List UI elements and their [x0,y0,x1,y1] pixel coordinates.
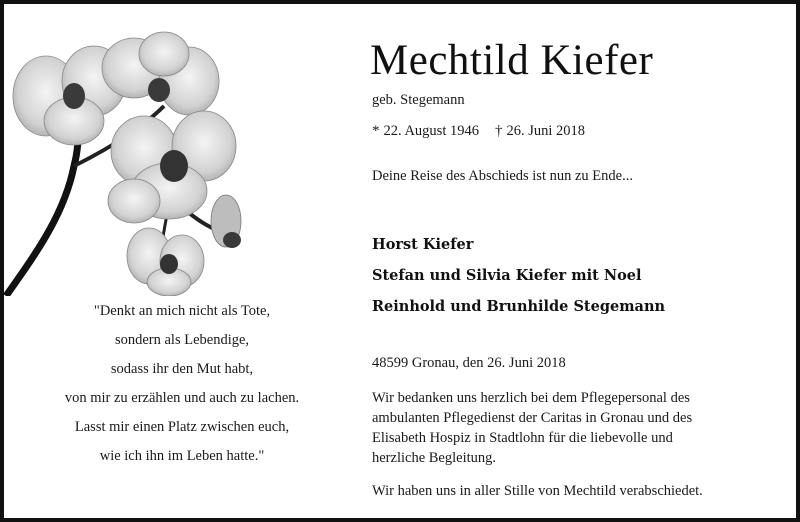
birth-name: geb. Stegemann [372,92,465,108]
life-dates [372,123,585,140]
thanks-line: ambulanten Pflegedienst der Caritas in Gronau und des [372,410,693,426]
death-cross-icon: † [494,123,503,139]
closing-text: Wir haben uns in aller Stille von Mechtild verabschiedet. [372,483,703,499]
quote-line: sodass ihr den Mut habt, [110,361,254,377]
mourner-name: Horst Kiefer [372,236,474,253]
thanks-line: Wir bedanken uns herzlich bei dem Pflegepersonal des [372,390,690,406]
thanks-line: herzliche Begleitung. [372,450,497,466]
quote-line: "Denkt an mich nicht als Tote, [93,303,271,319]
quote-line: Lasst mir einen Platz zwischen euch, [74,419,290,435]
quote-line: wie ich ihn im Leben hatte." [99,448,265,464]
mourner-name: Reinhold und Brunhilde Stegemann [372,298,666,315]
place-date: 48599 Gronau, den 26. Juni 2018 [372,355,566,371]
quote-line: sondern als Lebendige, [114,332,250,348]
death-date: 26. Juni 2018 [506,123,586,139]
memorial-quote [22,297,342,471]
birth-symbol: * [372,123,380,139]
mourners-list [372,229,665,322]
thanks-line: Elisabeth Hospiz in Stadtlohn für die liebevolle und [372,430,673,446]
deceased-name: Mechtild Kiefer [370,37,654,84]
quote-line: von mir zu erzählen und auch zu lachen. [64,390,300,406]
motto-text: Deine Reise des Abschieds ist nun zu Ende... [372,168,633,184]
thanks-text [372,388,792,468]
orchid-image [4,26,264,296]
birth-date: 22. August 1946 [383,123,479,139]
mourner-name: Stefan und Silvia Kiefer mit Noel [372,267,642,284]
